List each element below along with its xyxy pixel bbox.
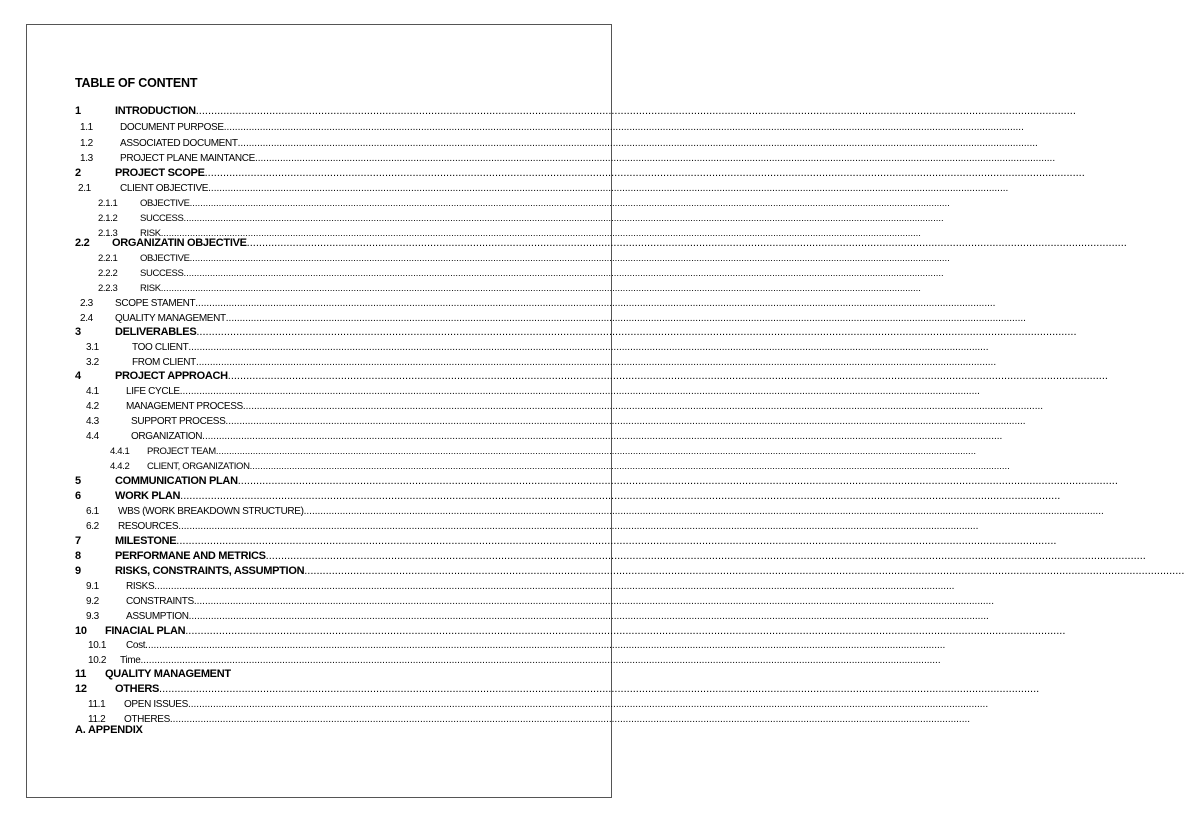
toc-entry-leader: ................................................................................................................................................................................................................................................................................................: [204, 167, 1085, 179]
toc-entry-number: 2.1.3: [98, 228, 118, 239]
toc-entry-number: 4.3: [86, 416, 99, 427]
toc-entry-leader: ................................................................................................................................................................................................................................................................................................: [195, 298, 996, 309]
toc-entry-number: 9.1: [86, 581, 99, 592]
toc-entry-number: 9.2: [86, 596, 99, 607]
toc-entry-number: 3.1: [86, 342, 99, 353]
toc-entry-label: OPEN ISSUES: [124, 699, 188, 710]
toc-entry[interactable]: [86, 579, 955, 594]
toc-entry-label: RESOURCES: [118, 521, 179, 532]
toc-entry-label: RISK: [140, 228, 161, 239]
toc-entry-label: QUALITY MANAGEMENT: [115, 313, 226, 324]
toc-entry-leader: ................................................................................................................................................................................................................................................................................................: [303, 506, 1104, 517]
toc-entry-label: Cost: [126, 640, 146, 651]
toc-entry-number: 3: [75, 326, 81, 338]
toc-entry-number: 4.4: [86, 431, 99, 442]
toc-entry-leader: ................................................................................................................................................................................................................................................................................................: [242, 401, 1044, 412]
toc-entry[interactable]: [80, 296, 996, 311]
toc-entry-number: 9: [75, 565, 81, 577]
toc-entry-leader: ................................................................................................................................................................................................................................................................................................: [180, 490, 1061, 502]
toc-entry-label: OBJECTIVE: [140, 198, 190, 209]
toc-entry-leader: ................................................................................................................................................................................................................................................................................................: [188, 611, 989, 622]
toc-entry[interactable]: [86, 429, 1003, 444]
toc-entry[interactable]: [98, 211, 944, 226]
toc-entry-label: LIFE CYCLE: [126, 386, 180, 397]
toc-entry-label: WBS (WORK BREAKDOWN STRUCTURE): [118, 506, 304, 517]
toc-entry-number: 11: [75, 668, 87, 680]
toc-entry-label: ASSOCIATED DOCUMENT: [120, 138, 238, 149]
toc-entry[interactable]: [75, 682, 1040, 697]
toc-entry-number: 11.1: [88, 699, 106, 710]
toc-entry-number: 10.1: [88, 640, 107, 651]
toc-entry[interactable]: [80, 311, 1026, 326]
toc-entry[interactable]: [86, 399, 1044, 414]
toc-entry-label: RISK: [140, 283, 161, 294]
toc-entry[interactable]: [75, 489, 1061, 504]
toc-entry-label: QUALITY MANAGEMENT: [105, 668, 231, 680]
toc-entry-number: 2.2.2: [98, 268, 118, 279]
toc-entry[interactable]: [75, 104, 1076, 119]
toc-entry-leader: ................................................................................................................................................................................................................................................................................................: [265, 550, 1146, 562]
toc-entry-label: PROJECT APPROACH: [115, 370, 228, 382]
toc-entry-number: 4.1: [86, 386, 99, 397]
toc-entry[interactable]: [75, 474, 1118, 489]
toc-entry-number: 7: [75, 535, 81, 547]
toc-entry[interactable]: [86, 609, 989, 624]
toc-entry-leader: ................................................................................................................................................................................................................................................................................................: [223, 122, 1024, 133]
toc-entry-label: ORGANIZATIN OBJECTIVE: [112, 237, 247, 249]
toc-entry-leader: ................................................................................................................................................................................................................................................................................................: [187, 699, 989, 710]
toc-entry-leader: ................................................................................................................................................................................................................................................................................................: [196, 326, 1077, 338]
toc-entry-label: INTRODUCTION: [115, 105, 196, 117]
toc-entry-number: 6.2: [86, 521, 99, 532]
toc-entry-label: DELIVERABLES: [115, 326, 197, 338]
toc-entry-number: 8: [75, 550, 81, 562]
toc-entry-label: SUCCESS: [140, 213, 184, 224]
toc-entry[interactable]: [98, 266, 944, 281]
toc-entry-leader: ................................................................................................................................................................................................................................................................................................: [225, 416, 1026, 427]
toc-entry-leader: ................................................................................................................................................................................................................................................................................................: [215, 446, 976, 457]
toc-entry-label: CLIENT OBJECTIVE: [120, 183, 209, 194]
toc-entry-label: SUPPORT PROCESS: [131, 416, 226, 427]
toc-entry[interactable]: [80, 136, 1038, 151]
toc-entry[interactable]: [86, 414, 1026, 429]
toc-entry-label: OTHERES: [124, 714, 170, 725]
toc-entry-leader: ................................................................................................................................................................................................................................................................................................: [227, 370, 1108, 382]
toc-entry-leader: ................................................................................................................................................................................................................................................................................................: [154, 581, 955, 592]
toc-entry-leader: ................................................................................................................................................................................................................................................................................................: [159, 683, 1040, 695]
toc-entry[interactable]: [75, 564, 1184, 579]
toc-title: TABLE OF CONTENT: [75, 76, 198, 90]
toc-entry-number: 2.1: [78, 183, 91, 194]
toc-entry-label: Time: [120, 655, 141, 666]
toc-entry-leader: ................................................................................................................................................................................................................................................................................................: [189, 253, 950, 264]
toc-entry-leader: ................................................................................................................................................................................................................................................................................................: [202, 431, 1003, 442]
toc-entry-label: PROJECT TEAM: [147, 446, 216, 457]
toc-entry-label: MILESTONE: [115, 535, 177, 547]
toc-entry-number: 2.3: [80, 298, 93, 309]
toc-entry[interactable]: [98, 196, 950, 211]
toc-entry-label: COMMUNICATION PLAN: [115, 475, 238, 487]
toc-entry[interactable]: [75, 369, 1108, 384]
toc-entry-leader: ................................................................................................................................................................................................................................................................................................: [193, 596, 994, 607]
toc-entry-number: 5: [75, 475, 81, 487]
toc-entry-number: 12: [75, 683, 87, 695]
toc-entry-leader: ................................................................................................................................................................................................................................................................................................: [208, 183, 1009, 194]
toc-entry[interactable]: [88, 638, 946, 653]
toc-entry[interactable]: [86, 594, 994, 609]
toc-entry-number: 4.4.2: [110, 461, 130, 472]
toc-entry-number: 6.1: [86, 506, 99, 517]
toc-entry-label: DOCUMENT PURPOSE: [120, 122, 224, 133]
toc-entry[interactable]: [75, 325, 1077, 340]
toc-entry[interactable]: [75, 534, 1057, 549]
toc-entry-leader: ................................................................................................................................................................................................................................................................................................: [176, 535, 1057, 547]
toc-entry-leader: ................................................................................................................................................................................................................................................................................................: [169, 714, 971, 725]
toc-entry-number: 6: [75, 490, 81, 502]
toc-entry[interactable]: [75, 549, 1146, 564]
toc-entry-leader: ................................................................................................................................................................................................................................................................................................: [237, 138, 1038, 149]
toc-entry-leader: ................................................................................................................................................................................................................................................................................................: [179, 386, 980, 397]
toc-entry[interactable]: [75, 667, 245, 682]
toc-entry[interactable]: [86, 355, 997, 370]
toc-entry[interactable]: [88, 653, 941, 668]
toc-entry-leader: ................................................................................................................................................................................................................................................................................................: [225, 313, 1026, 324]
toc-entry[interactable]: [110, 444, 976, 459]
toc-entry-number: 1.3: [80, 153, 93, 164]
toc-entry[interactable]: [86, 504, 1104, 519]
toc-entry-number: 4: [75, 370, 81, 382]
toc-entry-leader: ................................................................................................................................................................................................................................................................................................: [195, 105, 1076, 117]
toc-entry-number: 1.1: [80, 122, 93, 133]
toc-entry[interactable]: [80, 120, 1024, 135]
toc-entry-number: 11.2: [88, 714, 106, 725]
toc-entry-label: TOO CLIENT: [132, 342, 189, 353]
toc-entry-label: SCOPE STAMENT: [115, 298, 196, 309]
toc-entry-label: CONSTRAINTS: [126, 596, 194, 607]
toc-entry[interactable]: [86, 519, 979, 534]
toc-entry[interactable]: [75, 236, 1127, 251]
toc-entry-label: FROM CLIENT: [132, 357, 196, 368]
toc-entry-number: 2.2.3: [98, 283, 118, 294]
toc-entry-leader: ................................................................................................................................................................................................................................................................................................: [185, 625, 1066, 637]
toc-entry-number: 2.4: [80, 313, 93, 324]
toc-entry[interactable]: [75, 166, 1085, 181]
toc-entry-label: CLIENT, ORGANIZATION: [147, 461, 250, 472]
toc-entry-leader: ................................................................................................................................................................................................................................................................................................: [237, 475, 1118, 487]
appendix-heading: A. APPENDIX: [75, 724, 143, 736]
toc-entry-number: 1.2: [80, 138, 93, 149]
toc-entry[interactable]: [78, 181, 1009, 196]
toc-entry-number: 10.2: [88, 655, 107, 666]
toc-entry-number: 1: [75, 105, 81, 117]
toc-entry-leader: ................................................................................................................................................................................................................................................................................................: [188, 342, 989, 353]
toc-entry-number: 2.2.1: [98, 253, 118, 264]
toc-entry-label: ASSUMPTION: [126, 611, 189, 622]
toc-entry-label: RISKS, CONSTRAINTS, ASSUMPTION: [115, 565, 305, 577]
toc-entry-leader: ................................................................................................................................................................................................................................................................................................: [160, 283, 921, 294]
toc-entry-leader: ................................................................................................................................................................................................................................................................................................: [304, 565, 1184, 577]
toc-entry-number: 2: [75, 167, 81, 179]
toc-entry-leader: ................................................................................................................................................................................................................................................................................................: [246, 237, 1127, 249]
toc-entry[interactable]: [98, 251, 950, 266]
toc-entry-leader: ................................................................................................................................................................................................................................................................................................: [145, 640, 946, 651]
toc-entry-number: 4.2: [86, 401, 99, 412]
toc-entry-leader: ................................................................................................................................................................................................................................................................................................: [254, 153, 1056, 164]
toc-entry-number: 10: [75, 625, 87, 637]
toc-entry-leader: ................................................................................................................................................................................................................................................................................................: [249, 461, 1010, 472]
toc-entry-number: 4.4.1: [110, 446, 130, 457]
toc-entry-label: PROJECT SCOPE: [115, 167, 205, 179]
toc-entry-leader: ................................................................................................................................................................................................................................................................................................: [178, 521, 979, 532]
toc-entry-label: MANAGEMENT PROCESS: [126, 401, 243, 412]
toc-entry-label: PROJECT PLANE MAINTANCE: [120, 153, 255, 164]
toc-entry-leader: ................................................................................................................................................................................................................................................................................................: [183, 213, 944, 224]
toc-entry-leader: ................................................................................................................................................................................................................................................................................................: [195, 357, 997, 368]
toc-entry[interactable]: [88, 697, 989, 712]
toc-entry[interactable]: [110, 459, 1010, 474]
toc-entry-number: 2.2: [75, 237, 90, 249]
toc-entry-leader: ................................................................................................................................................................................................................................................................................................: [160, 228, 921, 239]
toc-entry-label: PERFORMANE AND METRICS: [115, 550, 266, 562]
toc-entry-leader: ................................................................................................................................................................................................................................................................................................: [183, 268, 944, 279]
toc-entry-leader: ................................................................................................................................................................................................................................................................................................: [189, 198, 950, 209]
toc-entry-label: WORK PLAN: [115, 490, 181, 502]
toc-entry[interactable]: [86, 340, 989, 355]
toc-entry[interactable]: [86, 384, 980, 399]
toc-entry-leader: ................................................................................................................................................................................................................................................................................................: [140, 655, 941, 666]
toc-entry-label: ORGANIZATION: [131, 431, 203, 442]
toc-entry-label: OTHERS: [115, 683, 160, 695]
toc-entry-label: SUCCESS: [140, 268, 184, 279]
toc-entry-number: 2.1.2: [98, 213, 118, 224]
toc-entry-label: OBJECTIVE: [140, 253, 190, 264]
toc-entry-number: 3.2: [86, 357, 99, 368]
toc-entry[interactable]: [98, 281, 921, 296]
toc-entry-label: RISKS: [126, 581, 155, 592]
toc-entry-number: 9.3: [86, 611, 99, 622]
toc-entry[interactable]: [80, 151, 1056, 166]
toc-entry[interactable]: [75, 624, 1066, 639]
toc-entry-label: FINACIAL PLAN: [105, 625, 186, 637]
toc-entry-number: 2.1.1: [98, 198, 118, 209]
